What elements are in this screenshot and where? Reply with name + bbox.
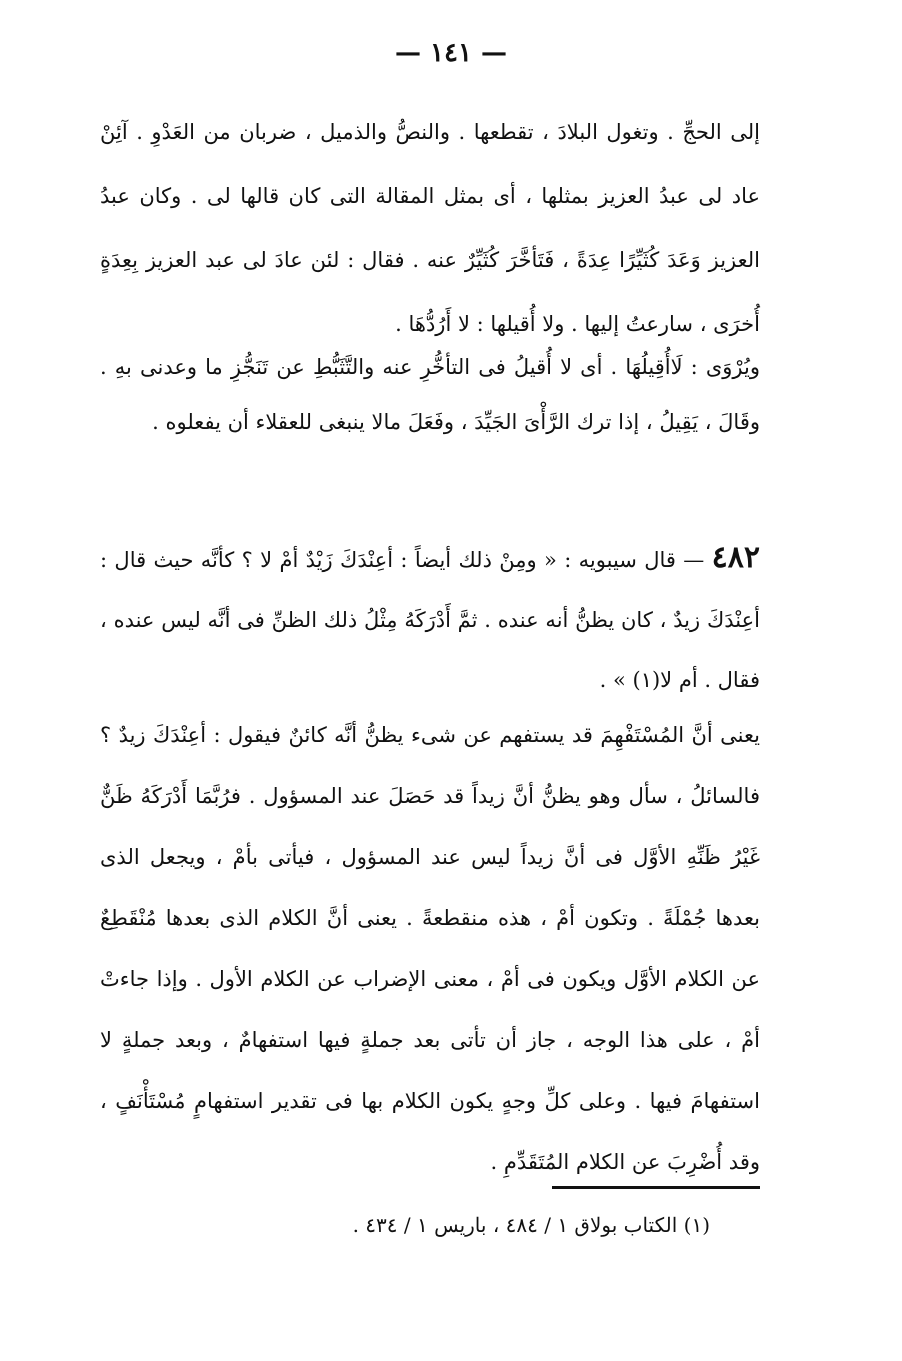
paragraph-text: ويُرْوَى : لَاأُقِيلُهَا . أى لا أُقيلُ فى التأخُّرِ عنه والتَّثَبُّطِ عن تَنَجُّزِ ما وعدنى بهِ . وقَالَ ، يَقِيلُ ، إذا ترك الرَّأْىَ الجَيِّدَ ، وفَعَلَ مالا ينبغى للعقلاء أن يفعلوه . (100, 355, 760, 434)
paragraph-sibawayh-quote (100, 528, 760, 710)
paragraph-text (100, 528, 760, 710)
paragraph-text: يعنى أنَّ المُسْتَفْهِمَ قد يستفهم عن شىء يظنُّ أنَّه كائنٌ فيقول : أعِنْدَكَ زيدٌ ؟ فالسائلُ ، سأل وهو يظنُّ أنَّ زيداً قد حَصَلَ عند المسؤول . فرُبَّمَا أَدْرَكَهُ ظَنٌّ غَيْرُ ظَنِّهِ الأوَّل فى أنَّ زيداً ليس عند المسؤول ، فيأتى بأمْ ، ويجعل الذى بعدها جُمْلَةً . وتكون أمْ ، هذه منقطعةً . يعنى أنَّ الكلام الذى بعدها مُنْقَطِعٌ عن الكلام الأوَّل ويكون فى أمْ ، معنى الإضراب عن الكلام الأول . وإذا جاءتْ أمْ ، على هذا الوجه ، جاز أن تأتى بعد جملةٍ فيها استفهامٌ ، وبعد جملةٍ لا استفهامَ فيها . وعلى كلِّ وجهٍ يكون الكلام بها فى تقدير استفهامٍ مُسْتَأْنَفٍ ، وقد أُضْرِبَ عن الكلام المُتَقَدِّمِ . (100, 723, 760, 1174)
page-number: — ١٤١ — (394, 38, 508, 68)
footnote-divider (552, 1186, 760, 1189)
paragraph-explanation (100, 705, 760, 1193)
paragraph-number: ٤٨٢ (711, 540, 760, 575)
footnote: (١) الكتاب بولاق ١ / ٤٨٤ ، باريس ١ / ٤٣٤ . (352, 1213, 710, 1237)
quote-text: قال سيبويه : « ومِنْ ذلك أيضاً : أعِنْدَكَ زَيْدٌ أمْ لا ؟ كأنَّه حيث قال : أعِنْدَكَ زيدٌ ، كان يظنُّ أنه عنده . ثمَّ أَدْرَكَهُ مِثْلُ ذلك الظنِّ فى أنَّه ليس عنده ، فقال . أم لا(١) » . (100, 548, 760, 692)
paragraph-variant-reading (100, 340, 760, 450)
paragraph-text: إلى الحجِّ . وتغول البلادَ ، تقطعها . والنصُّ والذميل ، ضربان من العَدْوِ . آئِنْ عاد لى عبدُ العزيز بمثلها ، أى بمثل المقالة التى كان قالها لى . وكان عبدُ العزيز وَعَدَ كُثَيِّرًا عِدَةً ، فَتَأخَّرَ كُثَيِّرٌ عنه . فقال : لئن عادَ لى عبد العزيز بِعِدَةٍ أُخرَى ، سارعتُ إليها . ولا أُقيلها : لا أَرُدُّهَا . (100, 120, 760, 336)
paragraph-dash: — (675, 548, 712, 572)
paragraph-poem-commentary (100, 100, 760, 356)
